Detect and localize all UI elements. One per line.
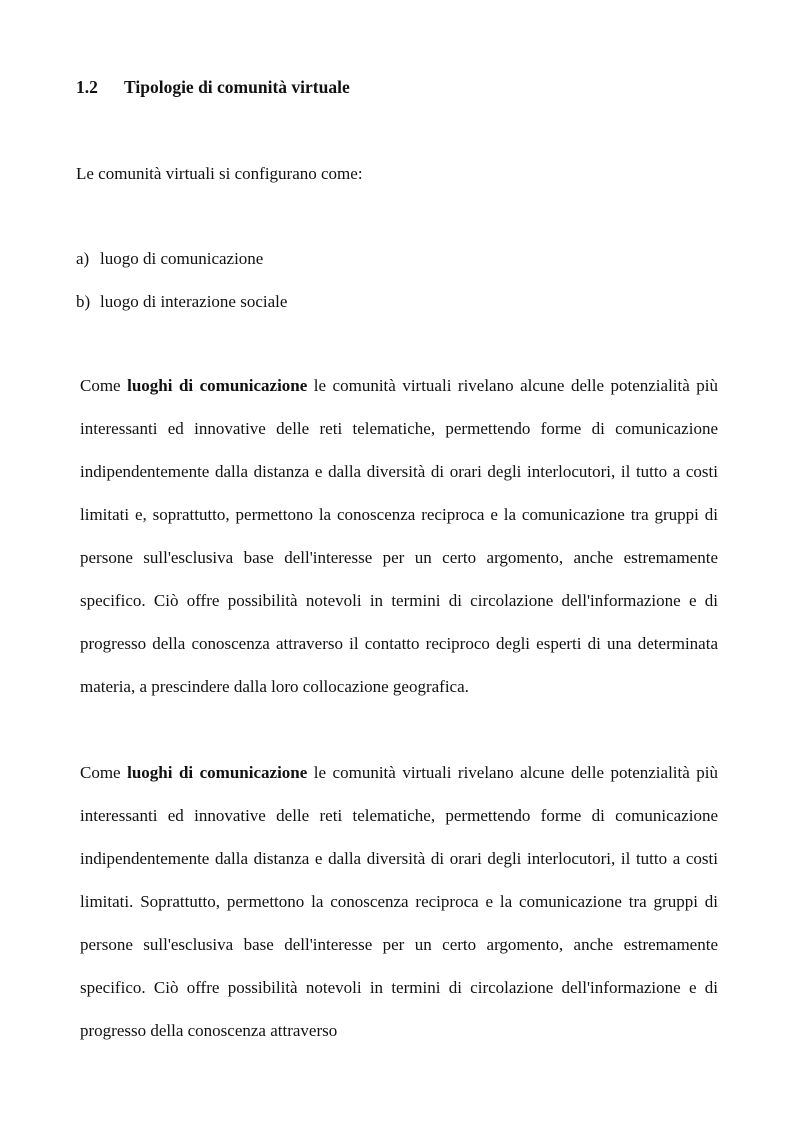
list-item xyxy=(76,291,287,334)
paragraph-body: le comunità virtuali rivelano alcune delle potenzialità più interessanti ed innovative delle reti telematiche, permettendo forme di comunicazione indipendentemente dalla distanza e dalla diversità di orari degli interlocutori, il tutto a costi limitati e, soprattutto, permettono la conoscenza reciproca e la comunicazione tra gruppi di persone sull'esclusiva base dell'interesse per un certo argomento, anche estremamente specifico. Ciò offre possibilità notevoli in termini di circolazione dell'informazione e di progresso della conoscenza attraverso il contatto reciproco degli esperti di una determinata materia, a prescindere dalla loro collocazione geografica. xyxy=(80,376,719,696)
list-marker: a) xyxy=(76,249,90,268)
paragraph-lead: Come xyxy=(80,376,128,395)
section-number: 1.2 xyxy=(76,77,98,97)
list-item-text: luogo di comunicazione xyxy=(100,249,264,268)
list-marker: b) xyxy=(76,292,91,311)
body-paragraph xyxy=(80,751,718,1052)
list-item xyxy=(76,248,287,291)
intro-text: Le comunità virtuali si configurano come: xyxy=(76,164,363,183)
configuration-list xyxy=(76,248,287,334)
body-paragraph xyxy=(80,364,718,708)
list-item-text: luogo di interazione sociale xyxy=(100,292,288,311)
paragraph-bold-term: luoghi di comunicazione xyxy=(127,763,308,782)
paragraph-lead: Come xyxy=(80,763,128,782)
section-heading xyxy=(76,76,350,98)
section-title: Tipologie di comunità virtuale xyxy=(124,77,350,97)
paragraph-bold-term: luoghi di comunicazione xyxy=(127,376,308,395)
paragraph-body: le comunità virtuali rivelano alcune delle potenzialità più interessanti ed innovative delle reti telematiche, permettendo forme di comunicazione indipendentemente dalla distanza e dalla diversità di orari degli interlocutori, il tutto a costi limitati. Soprattutto, permettono la conoscenza reciproca e la comunicazione tra gruppi di persone sull'esclusiva base dell'interesse per un certo argomento, anche estremamente specifico. Ciò offre possibilità notevoli in termini di circolazione dell'informazione e di progresso della conoscenza attraverso xyxy=(80,763,719,1040)
